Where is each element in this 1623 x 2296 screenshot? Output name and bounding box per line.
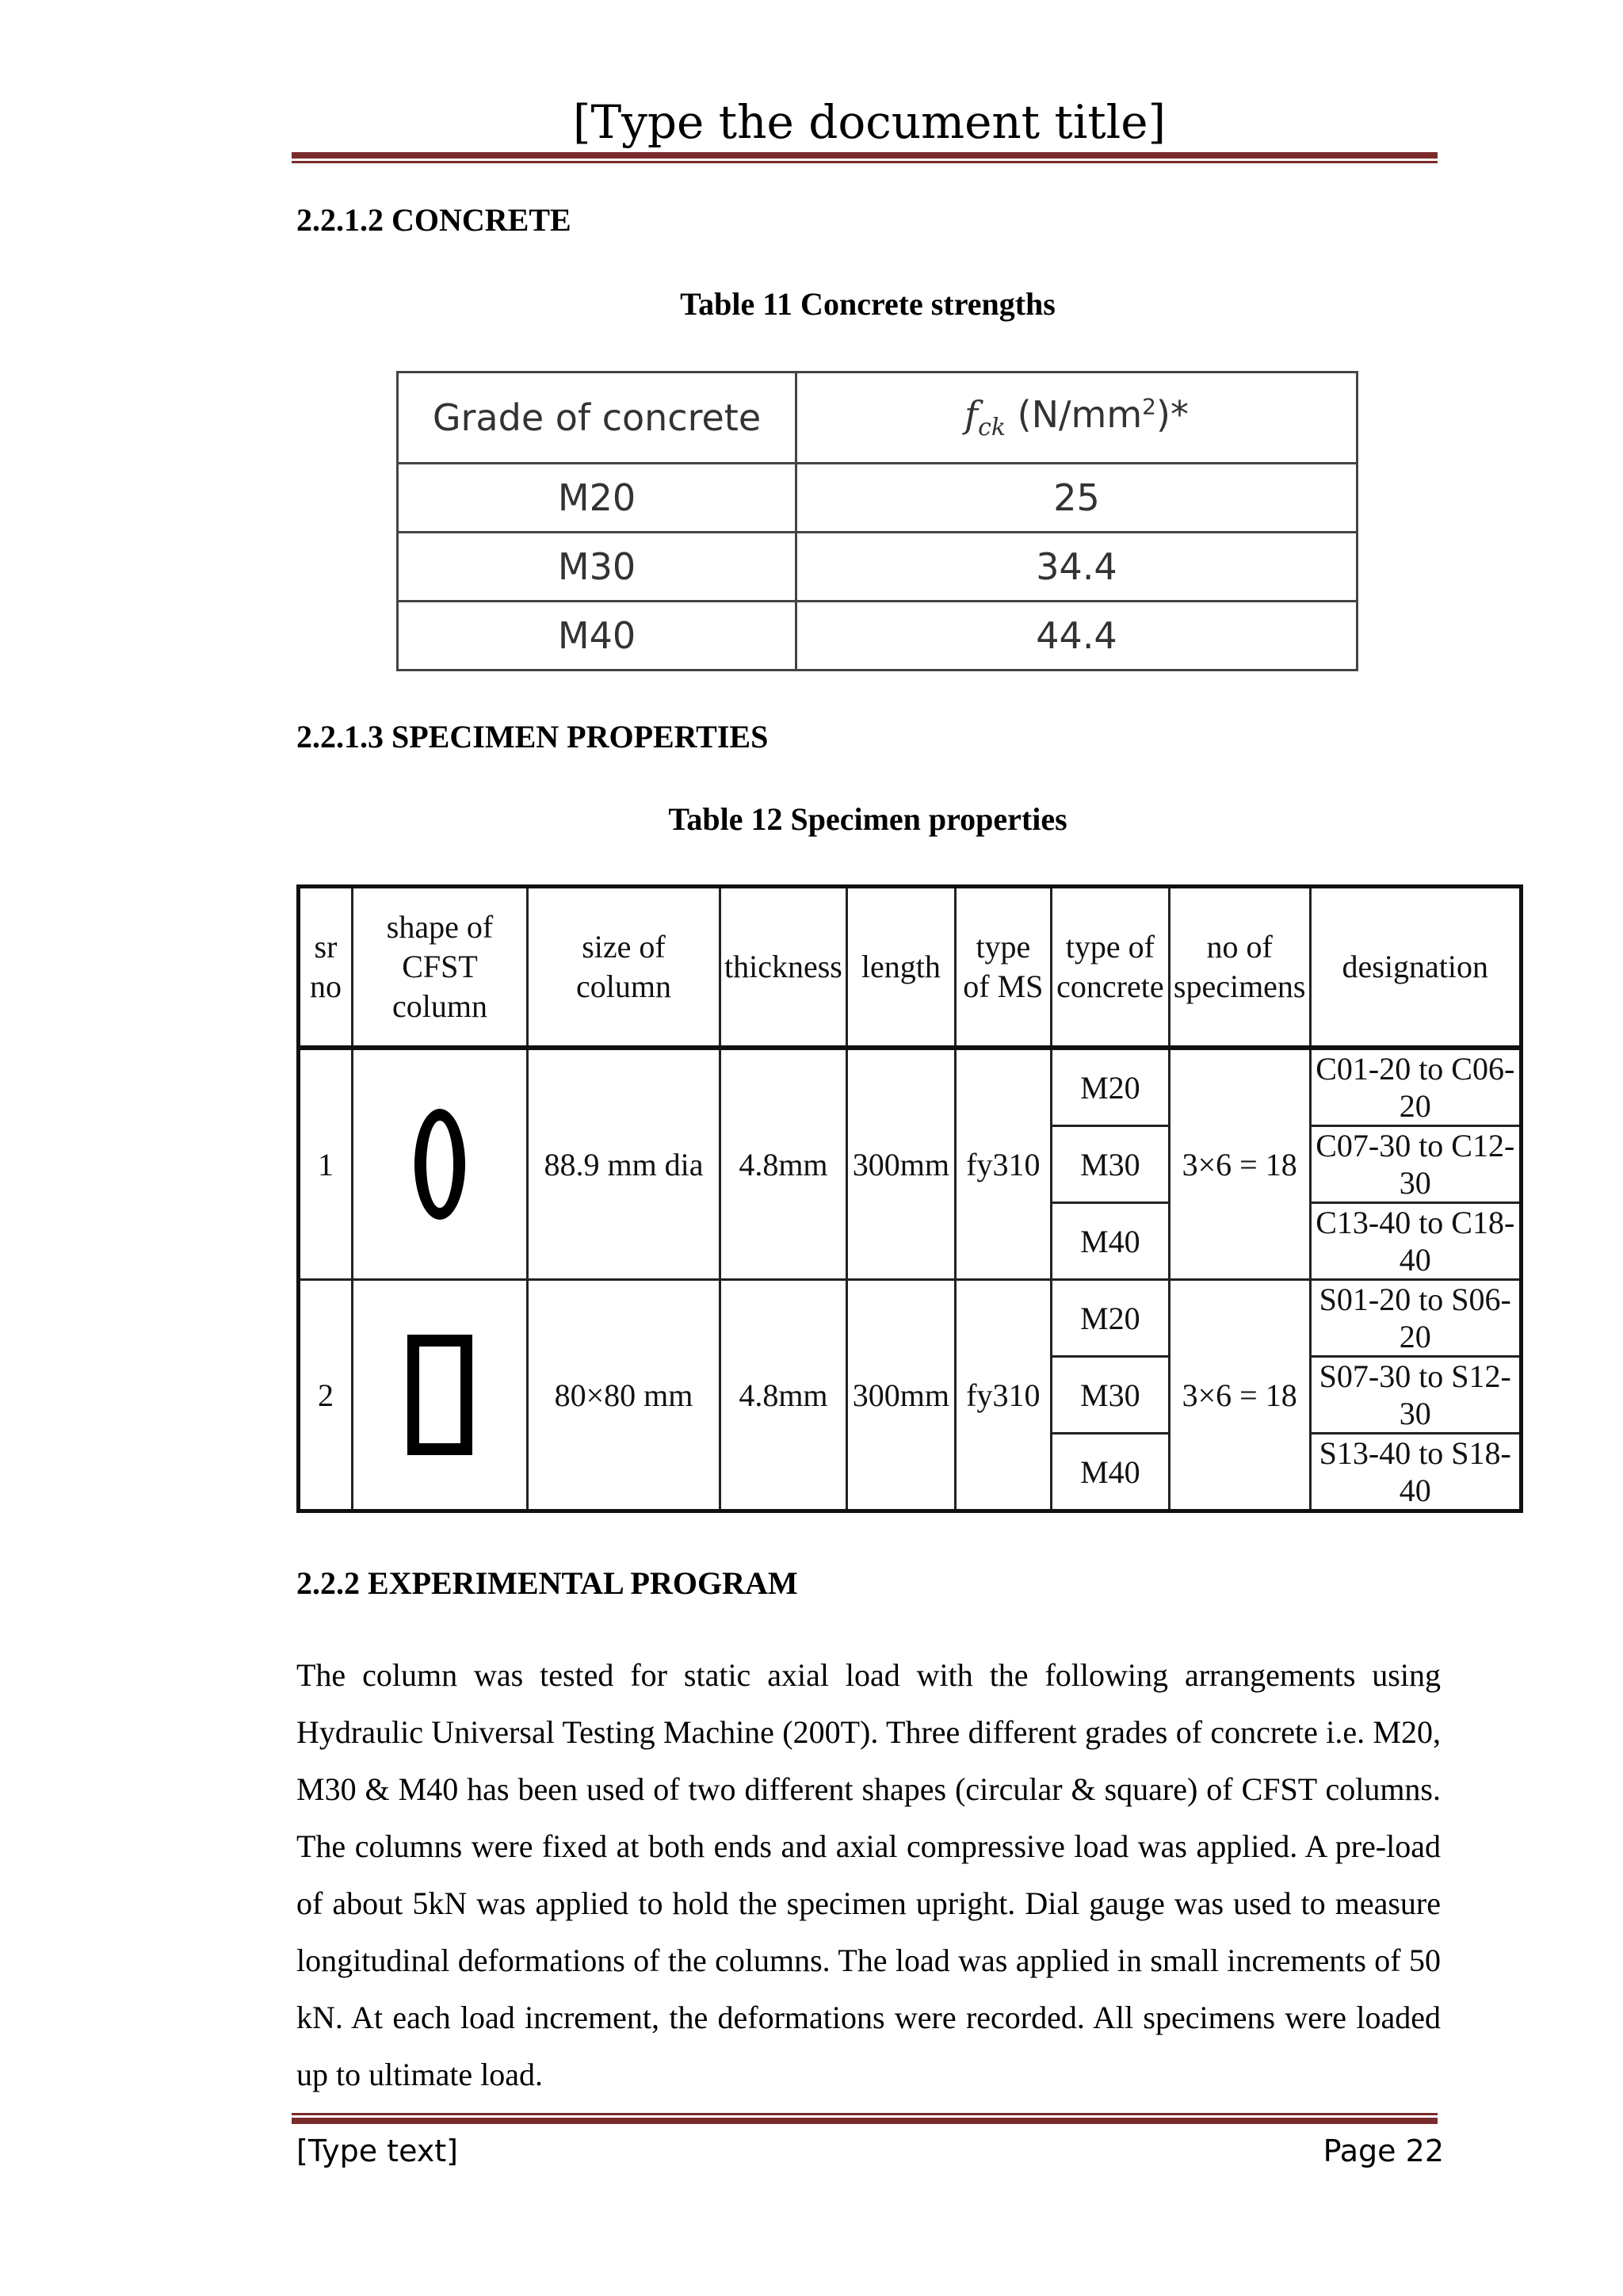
header-shape: shape of CFST column [353, 887, 528, 1049]
designation-cell: C01-20 to C06-20 [1310, 1048, 1522, 1126]
sr-cell: 2 [299, 1280, 353, 1511]
heading-program: 2.2.2 EXPERIMENTAL PROGRAM [296, 1565, 798, 1601]
header-thickness: thickness [720, 887, 847, 1049]
size-cell: 80×80 mm [528, 1280, 720, 1511]
header-type-ms: type of MS [955, 887, 1051, 1049]
fck-cell: 34.4 [796, 533, 1358, 602]
footer-rule-thin [292, 2113, 1438, 2115]
table-row [299, 1048, 1522, 1126]
type-ms-cell: fy310 [955, 1280, 1051, 1511]
header-fck: $f_{ck}$ $(N/mm^2)*$ [796, 372, 1358, 464]
circle-shape-icon [414, 1109, 465, 1220]
specimen-properties-table [296, 884, 1523, 1513]
table-row [398, 464, 1358, 533]
designation-cell: C13-40 to C18-40 [1310, 1203, 1522, 1280]
thickness-cell: 4.8mm [720, 1048, 847, 1280]
caption-table-12: Table 12 Specimen properties [668, 801, 1067, 837]
shape-cell [353, 1048, 528, 1280]
square-shape-icon [407, 1335, 472, 1455]
header-size: size of column [528, 887, 720, 1049]
no-specimens-cell: 3×6 = 18 [1169, 1280, 1310, 1511]
grade-cell: M20 [398, 464, 796, 533]
header-rule-thin [292, 161, 1438, 163]
designation-cell: S01-20 to S06-20 [1310, 1280, 1522, 1357]
header-rule [292, 152, 1438, 159]
designation-cell: S13-40 to S18-40 [1310, 1434, 1522, 1511]
footer-text: [Type text] [296, 2134, 459, 2168]
document-title: [Type the document title] [572, 95, 1167, 149]
shape-cell [353, 1280, 528, 1511]
heading-specimen: 2.2.1.3 SPECIMEN PROPERTIES [296, 719, 769, 755]
header-no-specimens: no of specimens [1169, 887, 1310, 1049]
concrete-cell: M20 [1051, 1280, 1169, 1357]
footer-rule [292, 2118, 1438, 2124]
table-row [299, 1280, 1522, 1357]
program-paragraph: The column was tested for static axial load with the following arrangements using Hydraulic Universal Testing Machine (200T). Three different grades of concrete i.e. M20, M30 & M40 has been used of two different shapes (circular & square) of CFST columns. The columns were fixed at both ends and axial compressive load was applied. A pre-load of about 5kN was applied to hold the specimen upright. Dial gauge was used to measure longitudinal deformations of the columns. The load was applied in small increments of 50 kN. At each load increment, the deformations were recorded. All specimens were loaded up to ultimate load. [296, 1657, 1441, 2092]
size-cell: 88.9 mm dia [528, 1048, 720, 1280]
header-type-concrete: type of concrete [1051, 887, 1169, 1049]
header-length: length [846, 887, 955, 1049]
grade-cell: M40 [398, 602, 796, 670]
concrete-cell: M40 [1051, 1203, 1169, 1280]
length-cell: 300mm [846, 1280, 955, 1511]
table-row [398, 602, 1358, 670]
length-cell: 300mm [846, 1048, 955, 1280]
table-header-row [398, 372, 1358, 464]
table-row [398, 533, 1358, 602]
concrete-strengths-table [396, 371, 1358, 671]
heading-concrete: 2.2.1.2 CONCRETE [296, 202, 571, 238]
designation-cell: C07-30 to C12-30 [1310, 1126, 1522, 1203]
header-grade: Grade of concrete [398, 372, 796, 464]
grade-cell: M30 [398, 533, 796, 602]
page-number: Page 22 [1323, 2134, 1444, 2168]
no-specimens-cell: 3×6 = 18 [1169, 1048, 1310, 1280]
header-designation: designation [1310, 887, 1522, 1049]
type-ms-cell: fy310 [955, 1048, 1051, 1280]
table-header-row [299, 887, 1522, 1049]
fck-cell: 44.4 [796, 602, 1358, 670]
header-sr-no: sr no [299, 887, 353, 1049]
thickness-cell: 4.8mm [720, 1280, 847, 1511]
fck-cell: 25 [796, 464, 1358, 533]
concrete-cell: M30 [1051, 1126, 1169, 1203]
caption-table-11: Table 11 Concrete strengths [680, 286, 1056, 322]
concrete-cell: M20 [1051, 1048, 1169, 1126]
concrete-cell: M30 [1051, 1357, 1169, 1434]
concrete-cell: M40 [1051, 1434, 1169, 1511]
designation-cell: S07-30 to S12-30 [1310, 1357, 1522, 1434]
sr-cell: 1 [299, 1048, 353, 1280]
